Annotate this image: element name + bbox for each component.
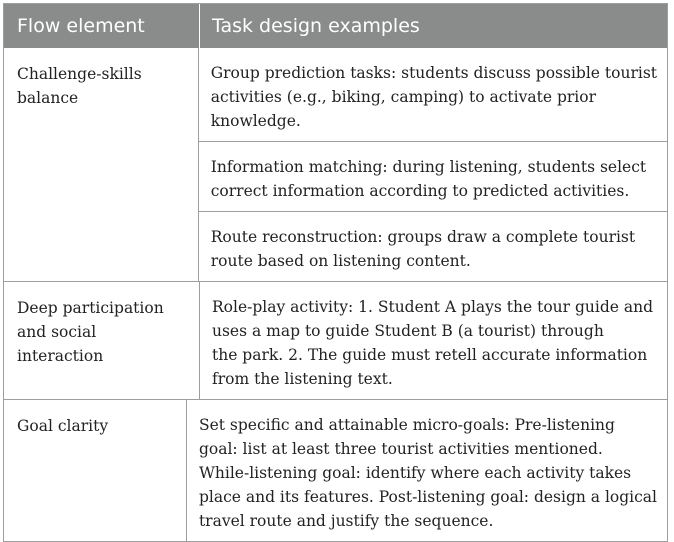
row-label [4,400,187,541]
cell-line: Set specific and attainable micro-goals: Pre-listening [198,416,615,434]
table-cell [199,141,667,211]
cell-line: While-listening goal: identify where each activity takes [198,464,632,482]
table-row-challenge-skills [4,48,667,281]
header-flow-element: Flow element [4,4,200,48]
cell-line: route based on listening content. [210,252,471,270]
cell-line: goal: list at least three tourist activities mentioned. [198,440,603,458]
table-cell [187,400,667,541]
label-line: Challenge-skills [17,65,142,83]
row-label [4,48,199,281]
table-cell [199,48,667,141]
table-row-deep-participation [4,281,667,399]
table-cell [199,211,667,281]
label-line: Goal clarity [17,417,109,435]
cell-line: activities (e.g., biking, camping) to activate prior [210,88,596,106]
cell-line: travel route and justify the sequence. [198,512,494,530]
cell-line: Information matching: during listening, students select [210,158,647,176]
row-label [4,282,200,399]
label-line: balance [17,89,79,107]
cell-line: knowledge. [210,112,301,130]
cell-line: Group prediction tasks: students discuss possible tourist [210,64,657,82]
header-task-design-examples: Task design examples [212,15,420,37]
table-body [4,48,667,541]
cell-line: uses a map to guide Student B (a tourist) through [212,322,604,340]
cell-line: Route reconstruction: groups draw a complete tourist [210,228,636,246]
label-line: Deep participation [17,299,164,317]
row-cells [187,400,667,541]
row-cells [199,48,667,281]
cell-line: place and its features. Post-listening goal: design a logical [198,488,657,506]
table-row-goal-clarity [4,399,667,541]
table-header [4,4,667,48]
table-cell [200,282,667,399]
row-cells [200,282,667,399]
label-line: interaction [17,347,104,365]
cell-line: the park. 2. The guide must retell accurate information [212,346,648,364]
flow-table [3,3,668,542]
cell-line: correct information according to predicted activities. [210,182,630,200]
cell-line: from the listening text. [212,370,393,388]
cell-line: Role-play activity: 1. Student A plays the tour guide and [212,298,654,316]
label-line: and social [17,323,97,341]
